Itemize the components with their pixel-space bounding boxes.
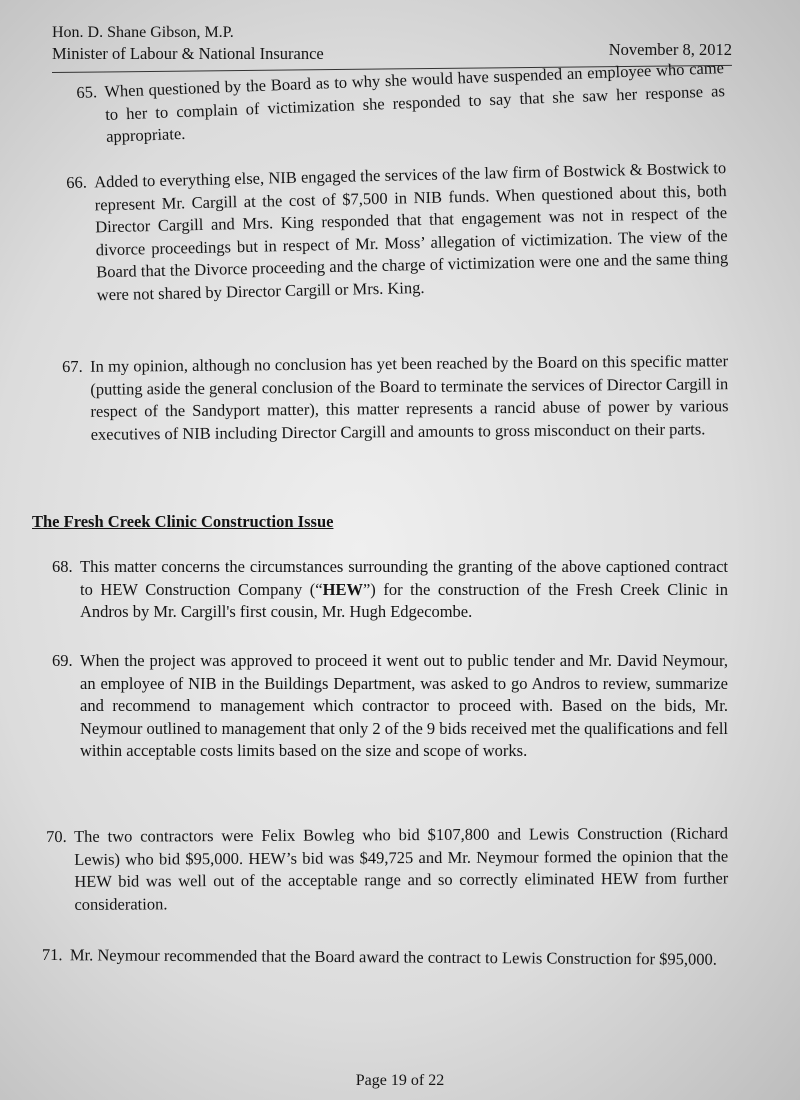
- paragraph-text: Mr. Neymour recommended that the Board award the contract to Lewis Construction for $95,000.: [69, 945, 717, 969]
- paragraph-number: 71.: [41, 945, 63, 965]
- paragraph-66: [66, 157, 729, 307]
- paragraph-number: 70.: [46, 826, 67, 846]
- paragraph-number: 67.: [62, 356, 83, 376]
- header-date: November 8, 2012: [608, 40, 732, 59]
- paragraph-text: When the project was approved to proceed it went out to public tender and Mr. David Neymour, an employee of NIB in the Buildings Department, was asked to go Andros to review, summarize and recommend to management which contractor to proceed with. Based on the bids, Mr. Neymour outlined to management that only 2 of the 9 bids received met the qualifications and fell within acceptable costs limits based on the size and scope of works.: [80, 651, 728, 760]
- paragraph-number: 66.: [66, 172, 88, 192]
- page-number: Page 19 of 22: [355, 1072, 445, 1089]
- paragraph-71: [42, 944, 728, 971]
- header-minister-title: Minister of Labour & National Insurance: [52, 44, 324, 63]
- paragraph-text: The two contractors were Felix Bowleg who bid $107,800 and Lewis Construction (Richard Lewis) who bid $95,000. HEW’s bid was $49,725 and Mr. Neymour formed the opinion that the HEW bid was well out of the acceptable range and so correctly eliminated HEW from further consideration.: [74, 823, 729, 914]
- paragraph-text-part: This matter concerns the circumstances surrounding the granting of the above captioned contract to HEW Construction Company (“: [80, 557, 728, 599]
- paragraph-number: 68.: [52, 557, 73, 576]
- paragraph-70: [46, 822, 728, 916]
- paragraph-text: Added to everything else, NIB engaged the services of the law firm of Bostwick & Bostwick to represent Mr. Cargill at the cost of $7,500 in NIB funds. When questioned about this, both Director Cargill and Mrs. King responded that that engagement was not in respect of the divorce proceedings but in respect of Mr. Moss’ allegation of victimization. The view of the Board that the Divorce proceeding and the charge of victimization were one and the same thing were not shared by Director Cargill or Mrs. King.: [94, 158, 729, 304]
- paragraph-text: In my opinion, although no conclusion has yet been reached by the Board on this specific matter (putting aside the general conclusion of the Board to terminate the services of Director Cargill in respect of the Sandyport matter), this matter represents a rancid abuse of power by various executives of NIB including Director Cargill and amounts to gross misconduct on their parts.: [90, 351, 729, 444]
- paragraph-text: When questioned by the Board as to why she would have suspended an employee who came to her to complain of victimization she responded to say that she saw her response as appropriate.: [104, 58, 726, 146]
- paragraph-text-part: ”) for the construction of the Fresh Creek Clinic in Andros by Mr. Cargill's first cousin, Mr. Hugh Edgecombe.: [80, 579, 728, 621]
- header-minister-name: Hon. D. Shane Gibson, M.P.: [52, 24, 234, 41]
- paragraph-69: [52, 650, 728, 763]
- paragraph-text: [80, 556, 728, 624]
- paragraph-text-bold: HEW: [322, 579, 363, 599]
- paragraph-67: [62, 350, 729, 446]
- paragraph-68: [52, 556, 728, 624]
- section-heading: The Fresh Creek Clinic Construction Issue: [32, 512, 334, 531]
- paragraph-number: 65.: [76, 82, 98, 102]
- paragraph-number: 69.: [52, 651, 73, 670]
